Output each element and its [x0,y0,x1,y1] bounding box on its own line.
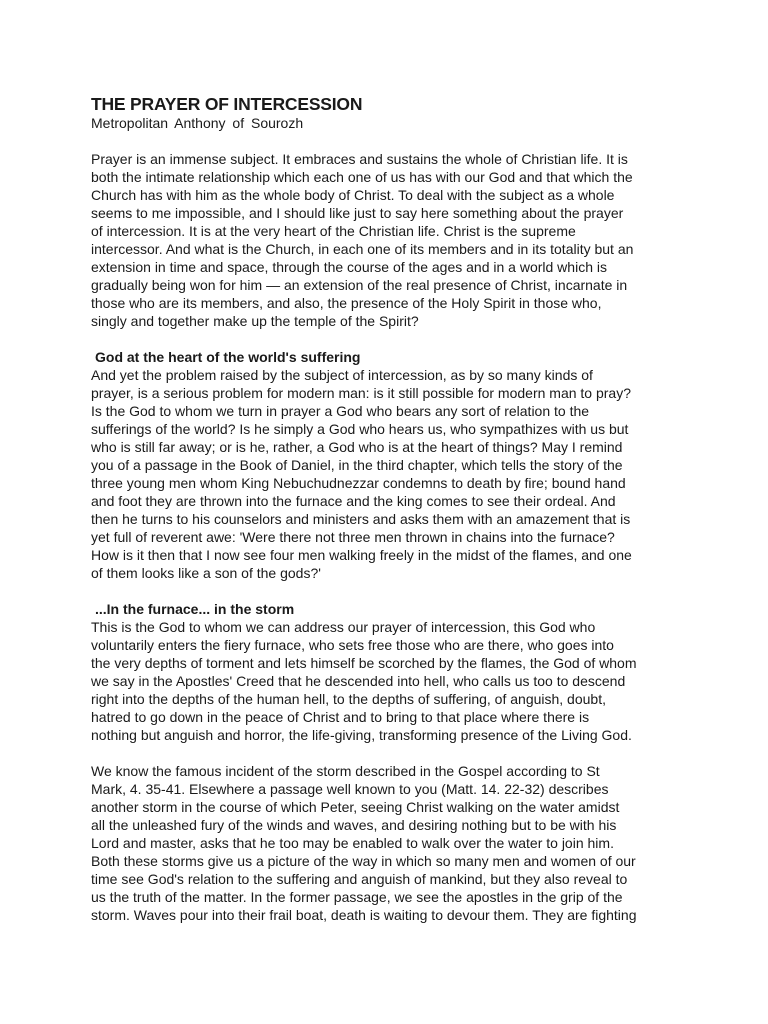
section-heading-furnace: ...In the furnace... in the storm [95,601,295,617]
document-title: THE PRAYER OF INTERCESSION [91,94,363,114]
paragraph-furnace: This is the God to whom we can address our prayer of intercession, this God who voluntarily enters the fiery furnace, who sets free those who are there, who goes into the very depths of torment and lets himself be scorched by the flames, the God of whom we say in the Apostles' Creed that he descended into hell, who calls us too to descend right into the depths of the human hell, to the depths of suffering, of anguish, doubt, hatred to go down in the peace of Christ and to bring to that place where there is nothing but anguish and horror, the life-giving, transforming presence of the Living God. [91,619,637,743]
section-heading-suffering: God at the heart of the world's suffering [95,349,361,365]
paragraph-suffering: And yet the problem raised by the subject of intercession, as by so many kinds of prayer, is a serious problem for modern man: is it still possible for modern man to pray? Is the God to whom we turn in prayer a God who bears any sort of relation to the sufferings of the world? Is he simply a God who hears us, who sympathizes with us but who is still far away; or is he, rather, a God who is at the heart of things? May I remind you of a passage in the Book of Daniel, in the third chapter, which tells the story of the three young men whom King Nebuchudnezzar condemns to death by fire; bound hand and foot they are thrown into the furnace and the king comes to see their ordeal. And then he turns to his counselors and ministers and asks them with an amazement that is yet full of reverent awe: 'Were there not three men thrown in chains into the furnace? How is it then that I now see four men walking freely in the midst of the flames, and one of them looks like a son of the gods?' [91,367,632,581]
document-page [91,94,691,924]
paragraph-spacer [91,744,691,762]
paragraph-intro: Prayer is an immense subject. It embraces and sustains the whole of Christian life. It is both the intimate relationship which each one of us has with our God and that which the Church has with him as the whole body of Christ. To deal with the subject as a whole seems to me impossible, and I should like just to say here something about the prayer of intercession. It is at the very heart of the Christian life. Christ is the supreme intercessor. And what is the Church, in each one of its members and in its totality but an extension in time and space, through the course of the ages and in a world which is gradually being won for him — an extension of the real presence of Christ, incarnate in those who are its members, and also, the presence of the Holy Spirit in those who, singly and together make up the temple of the Spirit? [91,151,634,329]
paragraph-storm: We know the famous incident of the storm described in the Gospel according to St Mark, 4. 35-41. Elsewhere a passage well known to you (Matt. 14. 22-32) describes another storm in the course of which Peter, seeing Christ walking on the water amidst all the unleashed fury of the winds and waves, and desiring nothing but to be with his Lord and master, asks that he too may be enabled to walk over the water to join him. Both these storms give us a picture of the way in which so many men and women of our time see God's relation to the suffering and anguish of mankind, but they also reveal to us the truth of the matter. In the former passage, we see the apostles in the grip of the storm. Waves pour into their frail boat, death is waiting to devour them. They are fighting [91,763,637,923]
document-author: Metropolitan Anthony of Sourozh [91,115,304,131]
